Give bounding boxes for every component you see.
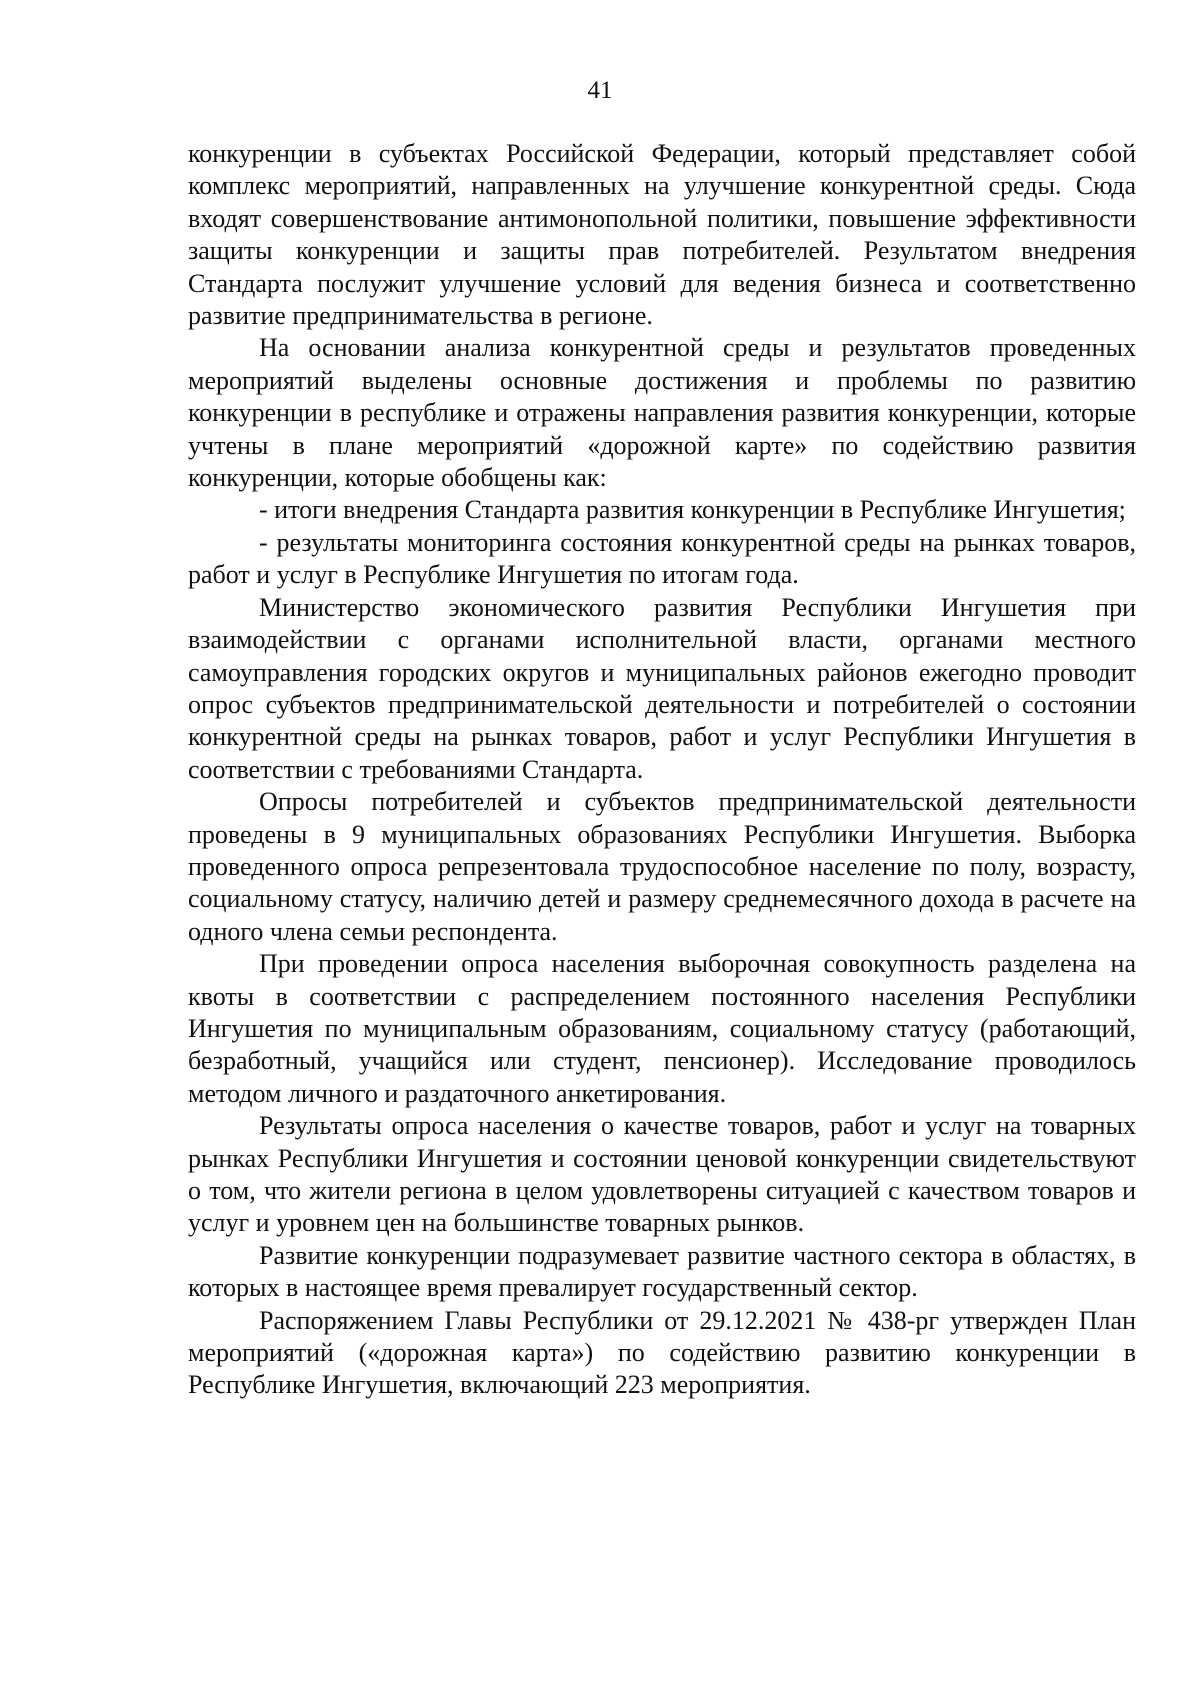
list-item: - результаты мониторинга состояния конкурентной среды на рынках товаров, работ и услуг в Республике Ингушетия по итогам года.: [188, 527, 1136, 590]
page-number: 41: [587, 77, 613, 104]
paragraph: Развитие конкуренции подразумевает развитие частного сектора в областях, в которых в настоящее время превалирует государственный сектор.: [188, 1240, 1136, 1303]
body-text: [188, 138, 1136, 1402]
paragraph: На основании анализа конкурентной среды и результатов проведенных мероприятий выделены основные достижения и проблемы по развитию конкуренции в республике и отражены направления развития конкуренции, которые учтены в плане мероприятий «дорожной карте» по содействию развития конкуренции, которые обобщены как:: [188, 333, 1136, 493]
paragraph: При проведении опроса населения выборочная совокупность разделена на квоты в соответствии с распределением постоянного населения Республики Ингушетия по муниципальным образованиям, социальному статусу (работающий, безработный, учащийся или студент, пенсионер). Исследование проводилось методом личного и раздаточного анкетирования.: [188, 949, 1136, 1108]
list-item: - итоги внедрения Стандарта развития конкуренции в Республике Ингушетия;: [259, 495, 1126, 525]
paragraph: Опросы потребителей и субъектов предпринимательской деятельности проведены в 9 муниципальных образованиях Республики Ингушетия. Выборка проведенного опроса репрезентовала трудоспособное население по полу, возрасту, социальному статусу, наличию детей и размеру среднемесячного дохода в расчете на одного члена семьи респондента.: [188, 787, 1136, 946]
paragraph: Результаты опроса населения о качестве товаров, работ и услуг на товарных рынках Республики Ингушетия и состоянии ценовой конкуренции свидетельствуют о том, что жители региона в целом удовлетворены ситуацией с качеством товаров и услуг и уровнем цен на большинстве товарных рынков.: [188, 1111, 1136, 1238]
paragraph-continuation: конкуренции в субъектах Российской Федерации, который представляет собой комплекс мероприятий, направленных на улучшение конкурентной среды. Сюда входят совершенствование антимонопольной политики, повышение эффективности защиты конкуренции и защиты прав потребителей. Результатом внедрения Стандарта послужит улучшение условий для ведения бизнеса и соответственно развитие предпринимательства в регионе.: [188, 139, 1136, 331]
paragraph: Министерство экономического развития Республики Ингушетия при взаимодействии с органами исполнительной власти, органами местного самоуправления городских округов и муниципальных районов ежегодно проводит опрос субъектов предпринимательской деятельности и потребителей о состоянии конкурентной среды на рынках товаров, работ и услуг Республики Ингушетия в соответствии с требованиями Стандарта.: [188, 592, 1136, 784]
paragraph: Распоряжением Главы Республики от 29.12.2021 № 438-рг утвержден План мероприятий («дорожная карта») по содействию развитию конкуренции в Республике Ингушетия, включающий 223 мероприятия.: [188, 1305, 1136, 1400]
